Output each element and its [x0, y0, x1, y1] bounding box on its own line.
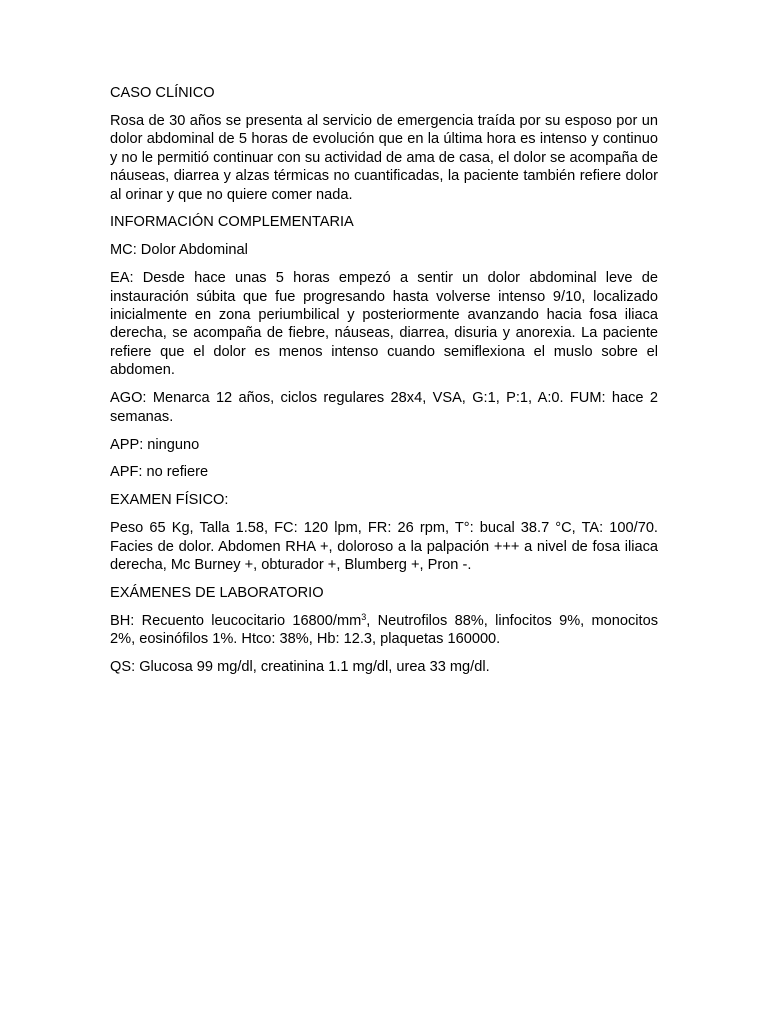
- apf-paragraph: APF: no refiere: [110, 464, 209, 481]
- qs-paragraph: QS: Glucosa 99 mg/dl, creatinina 1.1 mg/dl, urea 33 mg/dl.: [110, 659, 490, 676]
- ago-paragraph: AGO: Menarca 12 años, ciclos regulares 28x4, VSA, G:1, P:1, A:0. FUM: hace 2 semanas.: [110, 390, 658, 425]
- bh-paragraph: [110, 612, 658, 649]
- ea-paragraph: EA: Desde hace unas 5 horas empezó a sentir un dolor abdominal leve de instauración súbita que fue progresando hasta volverse intenso 9/10, localizado inicialmente en zona periumbilical y posteriormente avanzando hacia fosa iliaca derecha, se acompaña de fiebre, náuseas, diarrea, disuria y anorexia. La paciente refiere que el dolor es menos intenso cuando semiflexiona el muslo sobre el abdomen.: [110, 270, 658, 379]
- case-intro-paragraph: Rosa de 30 años se presenta al servicio de emergencia traída por su esposo por un dolor abdominal de 5 horas de evolución que en la última hora es intenso y continuo y no le permitió continuar con su actividad de ama de casa, el dolor se acompaña de náuseas, diarrea y alzas térmicas no cuantificadas, la paciente también refiere dolor al orinar y que no quiere comer nada.: [110, 112, 658, 203]
- document-page: [110, 84, 658, 686]
- bh-text-part1: BH: Recuento leucocitario 16800/mm: [110, 612, 362, 629]
- case-title: CASO CLÍNICO: [110, 85, 215, 101]
- lab-heading: EXÁMENES DE LABORATORIO: [110, 584, 324, 601]
- exam-paragraph: Peso 65 Kg, Talla 1.58, FC: 120 lpm, FR: 26 rpm, T°: bucal 38.7 °C, TA: 100/70. Facies de dolor. Abdomen RHA +, doloroso a la palpación +++ a nivel de fosa iliaca derecha, Mc Burney +, obturador +, Blumberg +, Pron -.: [110, 520, 658, 574]
- bh-text-part2: , Neutrofilos 88%, linfocitos 9%, monocitos 2%, eosinófilos 1%. Htco: 38%, Hb: 12.3, plaquetas 160000.: [110, 612, 658, 648]
- exam-heading: EXAMEN FÍSICO:: [110, 492, 229, 509]
- mc-paragraph: MC: Dolor Abdominal: [110, 242, 248, 259]
- app-paragraph: APP: ninguno: [110, 436, 200, 453]
- bh-superscript: 3: [361, 611, 367, 622]
- info-heading: INFORMACIÓN COMPLEMENTARIA: [110, 214, 354, 231]
